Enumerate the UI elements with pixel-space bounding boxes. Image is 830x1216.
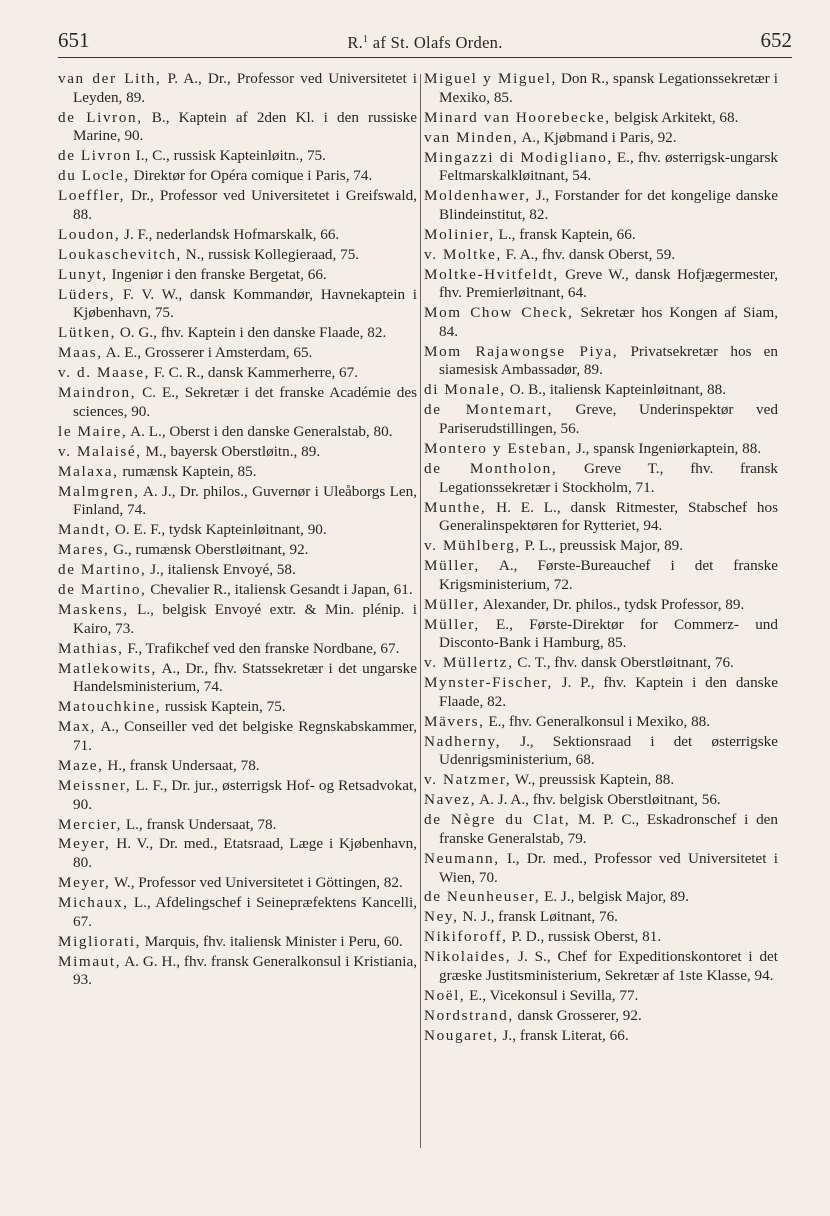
entry-name: de Martino, bbox=[58, 581, 147, 599]
register-entry bbox=[58, 757, 417, 776]
register-entry bbox=[424, 1027, 778, 1046]
entry-name: Müller, bbox=[424, 595, 480, 613]
entry-name: le Maire, bbox=[58, 422, 128, 440]
register-entry bbox=[58, 483, 417, 520]
entry-name: v. Mühlberg, bbox=[424, 537, 521, 555]
entry-name: Mom Rajawongse Piya, bbox=[424, 342, 619, 360]
register-entry bbox=[58, 324, 417, 343]
entry-name: Montero y Esteban, bbox=[424, 439, 573, 457]
entry-name: de Nègre du Clat, bbox=[424, 811, 571, 829]
entry-description: A., Dr., fhv. Statssekretær i det ungarske Handelsministerium, 74. bbox=[73, 659, 417, 696]
register-entry bbox=[424, 928, 778, 947]
register-entry bbox=[424, 381, 778, 400]
entry-description: Don R., spansk Legationssekretær i Mexiko, 85. bbox=[439, 70, 778, 106]
entry-name: Noël, bbox=[424, 987, 466, 1005]
register-entry bbox=[58, 933, 417, 952]
entry-name: di Monale, bbox=[424, 381, 506, 399]
register-entry bbox=[58, 640, 417, 659]
register-entry bbox=[58, 581, 417, 600]
register-entry bbox=[58, 463, 417, 482]
register-entry bbox=[424, 908, 778, 927]
entry-description: N., russisk Kollegieraad, 75. bbox=[181, 245, 360, 263]
entry-description: A. E., Grosserer i Amsterdam, 65. bbox=[102, 344, 313, 362]
entry-name: du Locle, bbox=[58, 167, 130, 185]
register-entry bbox=[58, 660, 417, 697]
register-entry bbox=[424, 70, 778, 107]
entry-description: M., bayersk Oberstløitn., 89. bbox=[141, 442, 321, 460]
entry-description: L. F., Dr. jur., østerrigsk Hof- og Retsadvokat, 90. bbox=[73, 776, 417, 813]
entry-name: de Neunheuser, bbox=[424, 888, 541, 906]
register-entry bbox=[58, 384, 417, 421]
entry-name: v. Moltke, bbox=[424, 245, 502, 263]
register-entry bbox=[424, 187, 778, 224]
register-entry bbox=[424, 109, 778, 128]
register-entry bbox=[424, 888, 778, 907]
entry-description: A. J., Dr. philos., Guvernør i Uleåborgs Len, Finland, 74. bbox=[73, 482, 417, 519]
entry-name: Matlekowits, bbox=[58, 659, 157, 677]
entry-description: Ingeniør i den franske Bergetat, 66. bbox=[107, 265, 327, 283]
entry-description: A., Første-Bureauchef i det franske Krigsministerium, 72. bbox=[439, 557, 778, 593]
entry-name: Nordstrand, bbox=[424, 1007, 514, 1024]
entry-name: Mathias, bbox=[58, 639, 124, 657]
register-entry bbox=[424, 987, 778, 1006]
register-entry bbox=[424, 654, 778, 673]
register-entry bbox=[58, 777, 417, 814]
entry-name: Malmgren, bbox=[58, 482, 140, 500]
entry-name: v. Natzmer, bbox=[424, 771, 512, 789]
entry-name: Michaux, bbox=[58, 894, 129, 912]
register-entry bbox=[58, 226, 417, 245]
entry-description: E. J., belgisk Major, 89. bbox=[540, 888, 689, 906]
entry-name: Mimaut, bbox=[58, 952, 122, 970]
entry-name: Mom Chow Check, bbox=[424, 304, 574, 322]
entry-description: O. E. F., tydsk Kapteinløitnant, 90. bbox=[111, 521, 327, 539]
register-entry bbox=[58, 167, 417, 186]
entry-name: Neumann, bbox=[424, 849, 500, 867]
entry-description: A. G. H., fhv. fransk Generalkonsul i Kristiania, 93. bbox=[73, 952, 417, 989]
entry-name: Meyer, bbox=[58, 874, 111, 892]
entry-description: A. J. A., fhv. belgisk Oberstløitnant, 56. bbox=[476, 791, 721, 809]
entry-description: J. P., fhv. Kaptein i den danske Flaade, 82. bbox=[439, 674, 778, 710]
entry-description: L., belgisk Envoyé extr. & Min. plénip. i Kairo, 73. bbox=[73, 601, 417, 637]
register-entry bbox=[424, 791, 778, 810]
entry-name: Nikiforoff, bbox=[424, 928, 508, 946]
entry-name: Lüders, bbox=[58, 285, 116, 303]
register-entry bbox=[424, 129, 778, 148]
entry-description: J., Forstander for det kongelige danske Blindeinstitut, 82. bbox=[439, 187, 778, 223]
register-entry bbox=[424, 401, 778, 438]
register-entry bbox=[58, 344, 417, 363]
entry-name: Loeffler, bbox=[58, 187, 126, 205]
entry-description: J. S., Chef for Expeditionskontoret i det græske Justitsministerium, Sekretær af 1ste Klasse, 94. bbox=[439, 948, 778, 985]
register-entry bbox=[424, 596, 778, 615]
register-entry bbox=[424, 266, 778, 303]
entry-name: Mynster-Fischer, bbox=[424, 674, 553, 692]
entry-description: C. E., Sekretær i det franske Académie des sciences, 90. bbox=[73, 384, 417, 420]
entry-description: I., C., russisk Kapteinløitn., 75. bbox=[131, 147, 326, 165]
entry-description: E., fhv. østerrigsk-ungarsk Feltmarskalkløitnant, 54. bbox=[439, 148, 778, 185]
entry-name: Müller, bbox=[424, 615, 480, 633]
entry-name: Ney, bbox=[424, 908, 459, 926]
entry-description: J., spansk Ingeniørkaptein, 88. bbox=[572, 439, 762, 457]
entry-description: B., Kaptein af 2den Kl. i den russiske Marine, 90. bbox=[73, 108, 417, 145]
entry-description: P. D., russisk Oberst, 81. bbox=[507, 928, 662, 946]
entry-name: de Montemart, bbox=[424, 401, 553, 419]
register-entry bbox=[58, 894, 417, 931]
entry-name: Maskens, bbox=[58, 601, 129, 619]
entry-description: A., Conseiller ved det belgiske Regnskabskammer, 71. bbox=[73, 718, 417, 754]
entry-description: Alexander, Dr. philos., tydsk Professor, 89. bbox=[479, 595, 745, 613]
entry-name: Molinier, bbox=[424, 225, 495, 243]
register-entry bbox=[58, 423, 417, 442]
right-column bbox=[424, 70, 778, 1047]
entry-name: Migliorati, bbox=[58, 932, 141, 950]
register-entry bbox=[58, 521, 417, 540]
entry-description: Chevalier R., italiensk Gesandt i Japan, 61. bbox=[146, 581, 413, 599]
entry-description: J., Sektionsraad i det østerrigske Udenrigsministerium, 68. bbox=[439, 732, 778, 769]
entry-description: russisk Kaptein, 75. bbox=[161, 698, 286, 716]
entry-name: Malaxa, bbox=[58, 462, 119, 480]
entry-description: F. A., fhv. dansk Oberst, 59. bbox=[501, 245, 676, 263]
register-entry bbox=[424, 811, 778, 848]
register-entry bbox=[424, 246, 778, 265]
entry-name: Munthe, bbox=[424, 498, 487, 516]
register-entry bbox=[58, 443, 417, 462]
entry-name: van Minden, bbox=[424, 128, 519, 146]
entry-name: Lunyt, bbox=[58, 265, 108, 283]
entry-name: Mingazzi di Modigliano, bbox=[424, 148, 613, 166]
entry-name: de Livron, bbox=[58, 108, 143, 126]
header-rule bbox=[58, 57, 792, 58]
entry-name: Maze, bbox=[58, 756, 104, 774]
register-entry bbox=[424, 557, 778, 594]
left-column bbox=[58, 70, 417, 991]
entry-name: Müller, bbox=[424, 557, 480, 575]
entry-name: Meissner, bbox=[58, 776, 132, 794]
entry-name: Mercier, bbox=[58, 815, 123, 833]
entry-description: Privatsekretær hos en siamesisk Ambassadør, 89. bbox=[439, 342, 778, 379]
right-page-number: 652 bbox=[760, 28, 792, 52]
entry-description: J. F., nederlandsk Hofmarskalk, 66. bbox=[120, 225, 340, 243]
entry-description: J., italiensk Envoyé, 58. bbox=[146, 561, 296, 579]
entry-name: Minard van Hoorebecke, bbox=[424, 108, 611, 126]
entry-name: Nikolaides, bbox=[424, 948, 512, 966]
register-entry bbox=[424, 1007, 778, 1026]
register-entry bbox=[424, 460, 778, 497]
entry-description: L., fransk Kaptein, 66. bbox=[494, 225, 636, 243]
register-entry bbox=[58, 601, 417, 638]
page-header bbox=[58, 28, 792, 56]
entry-name: de Montholon, bbox=[424, 459, 558, 477]
entry-description: F. C. R., dansk Kammerherre, 67. bbox=[150, 364, 359, 382]
register-entry bbox=[58, 953, 417, 990]
entry-description: Greve T., fhv. fransk Legationssekretær i Stockholm, 71. bbox=[439, 459, 778, 496]
entry-name: Mävers, bbox=[424, 712, 485, 730]
entry-name: Mandt, bbox=[58, 521, 112, 539]
entry-name: v. Malaisé, bbox=[58, 442, 142, 460]
entry-name: v. Müllertz, bbox=[424, 654, 514, 672]
entry-description: L., fransk Undersaat, 78. bbox=[122, 815, 277, 833]
entry-description: rumænsk Kaptein, 85. bbox=[118, 462, 257, 480]
entry-name: Lütken, bbox=[58, 324, 117, 342]
register-entry bbox=[58, 874, 417, 893]
entry-description: H. E. L., dansk Ritmester, Stabschef hos Generalinspektøren for Rytteriet, 94. bbox=[439, 498, 778, 535]
entry-name: Moldenhawer, bbox=[424, 187, 531, 205]
entry-description: I., Dr. med., Professor ved Universitetet i Wien, 70. bbox=[439, 849, 778, 886]
entry-description: P. L., preussisk Major, 89. bbox=[520, 537, 684, 555]
entry-description: J., fransk Literat, 66. bbox=[498, 1026, 629, 1044]
entry-description: F., Trafikchef ved den franske Nordbane, 67. bbox=[123, 639, 400, 657]
register-entry bbox=[58, 70, 417, 107]
entry-name: Nougaret, bbox=[424, 1026, 499, 1044]
entry-name: Max, bbox=[58, 718, 97, 736]
register-entry bbox=[58, 698, 417, 717]
entry-name: Loudon, bbox=[58, 225, 121, 243]
register-entry bbox=[58, 187, 417, 224]
entry-name: Maindron, bbox=[58, 384, 137, 402]
entry-description: A. L., Oberst i den danske Generalstab, 80. bbox=[127, 422, 393, 440]
entry-description: E., Vicekonsul i Sevilla, 77. bbox=[465, 987, 639, 1005]
register-entry bbox=[424, 850, 778, 887]
register-entry bbox=[58, 286, 417, 323]
entry-name: de Livron bbox=[58, 147, 132, 165]
register-entry bbox=[58, 541, 417, 560]
register-entry bbox=[58, 364, 417, 383]
register-entry bbox=[58, 246, 417, 265]
entry-name: van der Lith, bbox=[58, 70, 162, 87]
register-entry bbox=[424, 948, 778, 985]
entry-description: belgisk Arkitekt, 68. bbox=[610, 108, 739, 126]
register-entry bbox=[424, 499, 778, 536]
register-entry bbox=[424, 713, 778, 732]
entry-description: F. V. W., dansk Kommandør, Havnekaptein i Kjøbenhavn, 75. bbox=[73, 285, 417, 322]
entry-description: G., rumænsk Oberstløitnant, 92. bbox=[109, 541, 309, 559]
entry-name: Nadherny, bbox=[424, 732, 502, 750]
entry-description: Greve, Underinspektør ved Pariserudstillingen, 56. bbox=[439, 401, 778, 437]
entry-description: Dr., Professor ved Universitetet i Greifswald, 88. bbox=[73, 187, 417, 223]
register-entry bbox=[58, 266, 417, 285]
entry-description: E., Første-Direktør for Commerz- und Disconto-Bank i Hamburg, 85. bbox=[439, 615, 778, 652]
register-entry bbox=[58, 835, 417, 872]
entry-description: P. A., Dr., Professor ved Universitetet i Leyden, 89. bbox=[73, 70, 418, 106]
register-entry bbox=[58, 718, 417, 755]
register-entry bbox=[424, 733, 778, 770]
entry-description: M. P. C., Eskadronschef i den franske Generalstab, 79. bbox=[439, 811, 779, 847]
register-entry bbox=[424, 226, 778, 245]
entry-description: C. T., fhv. dansk Oberstløitnant, 76. bbox=[513, 654, 734, 672]
register-entry bbox=[424, 771, 778, 790]
entry-description: H. V., Dr. med., Etatsraad, Læge i Kjøbenhavn, 80. bbox=[73, 835, 417, 872]
register-entry bbox=[424, 537, 778, 556]
entry-description: Marquis, fhv. italiensk Minister i Peru, 60. bbox=[141, 932, 403, 950]
register-entry bbox=[58, 109, 417, 146]
entry-name: Mares, bbox=[58, 541, 110, 559]
entry-description: O. G., fhv. Kaptein i den danske Flaade, 82. bbox=[116, 324, 387, 342]
entry-name: v. d. Maase, bbox=[58, 364, 151, 382]
entry-name: Miguel y Miguel, bbox=[424, 70, 557, 87]
register-entry bbox=[58, 561, 417, 580]
entry-description: H., fransk Undersaat, 78. bbox=[103, 756, 260, 774]
running-title: R.$^1$ af St. Olafs Orden. bbox=[347, 33, 503, 52]
register-entry bbox=[58, 816, 417, 835]
entry-name: Moltke-Hvitfeldt, bbox=[424, 265, 559, 283]
entry-description: Sekretær hos Kongen af Siam, 84. bbox=[439, 304, 779, 340]
entry-description: O. B., italiensk Kapteinløitnant, 88. bbox=[505, 381, 727, 399]
entry-name: Loukaschevitch, bbox=[58, 245, 182, 263]
register-entry bbox=[424, 149, 778, 186]
register-entry bbox=[424, 304, 778, 341]
entry-description: Direktør for Opéra comique i Paris, 74. bbox=[129, 167, 373, 185]
entry-name: Meyer, bbox=[58, 835, 111, 853]
entry-name: de Martino, bbox=[58, 561, 147, 579]
entry-description: L., Afdelingschef i Seinepræfektens Kancelli, 67. bbox=[73, 894, 417, 930]
entry-description: W., preussisk Kaptein, 88. bbox=[511, 771, 675, 789]
column-divider bbox=[420, 74, 421, 1148]
entry-description: Greve W., dansk Hofjægermester, fhv. Premierløitnant, 64. bbox=[439, 265, 778, 302]
entry-description: A., Kjøbmand i Paris, 92. bbox=[518, 128, 677, 146]
register-entry bbox=[58, 147, 417, 166]
left-page-number: 651 bbox=[58, 28, 90, 52]
entry-description: dansk Grosserer, 92. bbox=[513, 1007, 642, 1024]
entry-name: Navez, bbox=[424, 791, 477, 809]
entry-name: Matouchkine, bbox=[58, 698, 162, 716]
register-entry bbox=[424, 440, 778, 459]
entry-name: Maas, bbox=[58, 344, 103, 362]
entry-description: W., Professor ved Universitetet i Göttingen, 82. bbox=[110, 874, 403, 892]
entry-description: N. J., fransk Løitnant, 76. bbox=[458, 908, 618, 926]
register-entry bbox=[424, 343, 778, 380]
register-entry bbox=[424, 616, 778, 653]
register-entry bbox=[424, 674, 778, 711]
entry-description: E., fhv. Generalkonsul i Mexiko, 88. bbox=[484, 712, 711, 730]
